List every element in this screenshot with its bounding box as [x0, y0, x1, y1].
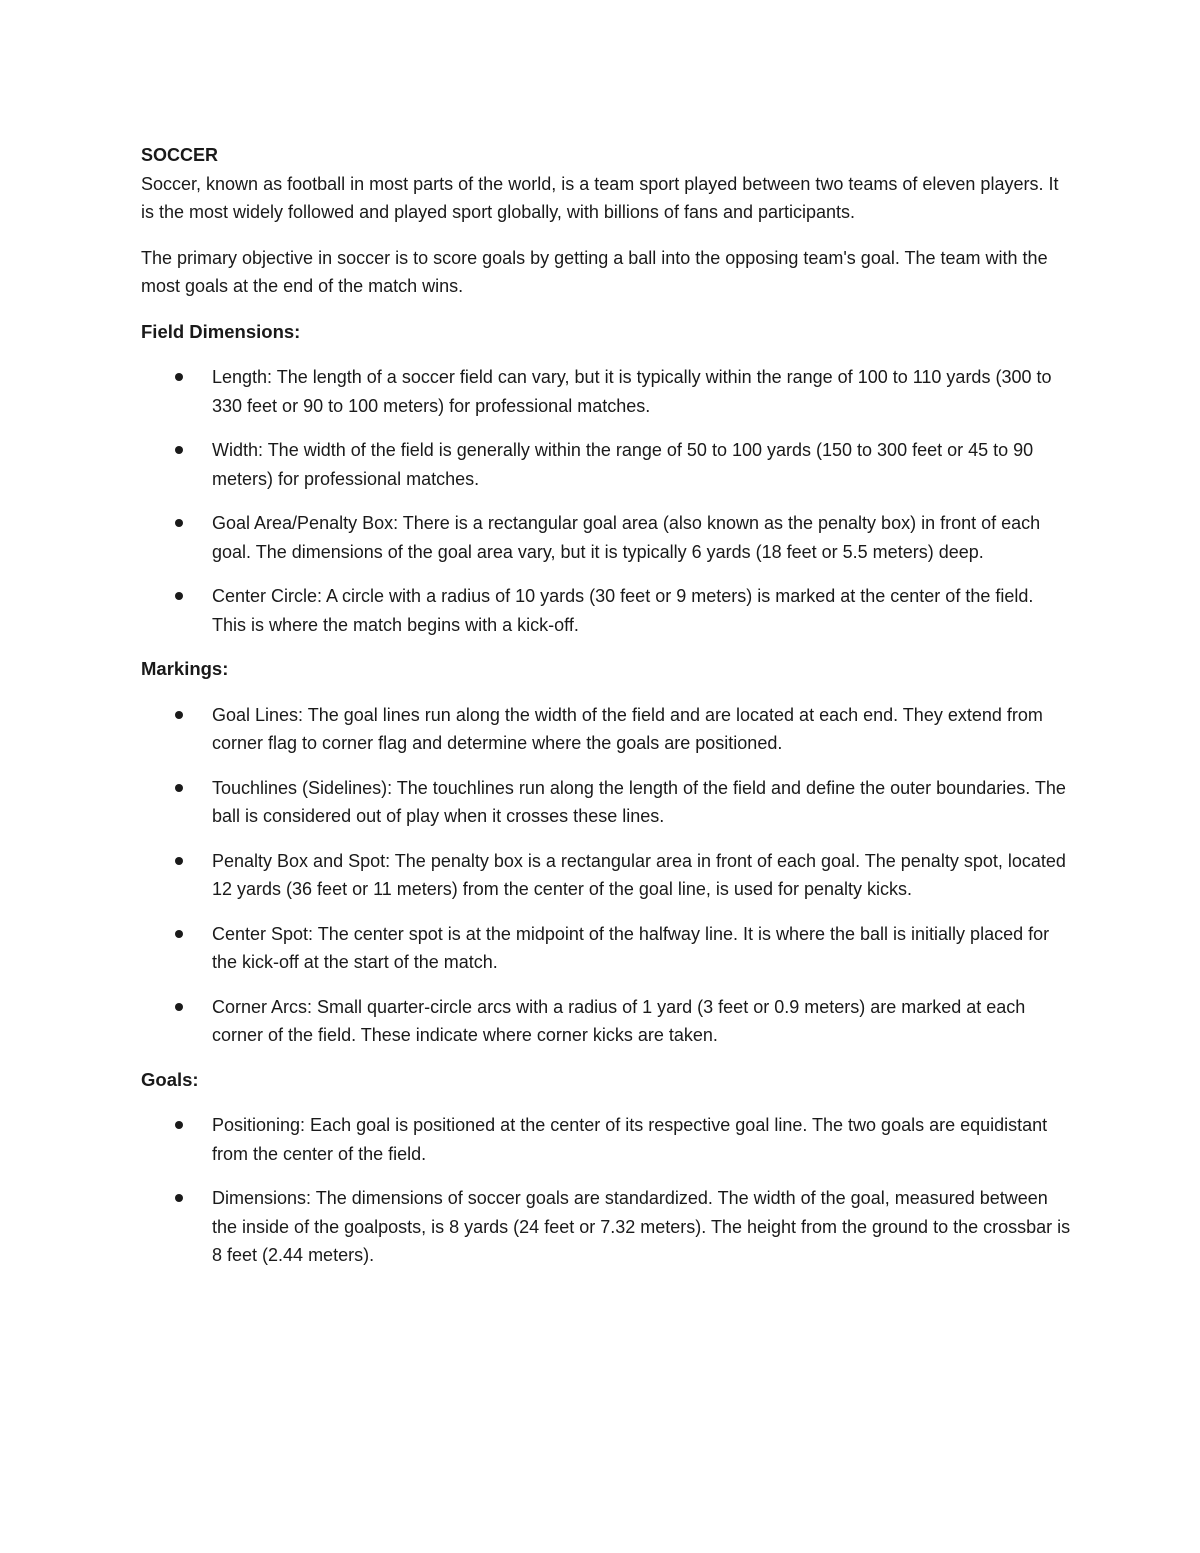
- bullet-icon: [175, 519, 183, 527]
- objective-paragraph: The primary objective in soccer is to score goals by getting a ball into the opposing team's goal. The team with the most goals at the end of the match wins.: [141, 247, 1048, 296]
- list-item-text: Goal Area/Penalty Box: There is a rectangular goal area (also known as the penalty box) in front of each goal. The dimensions of the goal area vary, but it is typically 6 yards (18 feet or 5.5 meters) deep.: [212, 513, 1041, 562]
- section-heading-goals: Goals:: [141, 1068, 199, 1090]
- list-item: [141, 774, 1071, 831]
- section-heading-field-dimensions: Field Dimensions:: [141, 320, 301, 342]
- list-item-text: Length: The length of a soccer field can vary, but it is typically within the range of 100 to 110 yards (300 to 330 feet or 90 to 100 meters) for professional matches.: [212, 367, 1052, 416]
- list-item: [141, 1111, 1071, 1168]
- section-heading-markings: Markings:: [141, 658, 229, 679]
- bullet-list-goals: [141, 1111, 1071, 1270]
- list-item: [141, 582, 1071, 639]
- list-item-text: Positioning: Each goal is positioned at the center of its respective goal line. The two goals are equidistant from the center of the field.: [212, 1115, 1048, 1164]
- bullet-icon: [175, 1194, 183, 1202]
- bullet-icon: [175, 930, 183, 938]
- intro-paragraph: Soccer, known as football in most parts of the world, is a team sport played between two teams of eleven players. It is the most widely followed and played sport globally, with billions of fans and participants.: [141, 173, 1059, 222]
- list-item: [141, 1184, 1071, 1270]
- list-item: [141, 847, 1071, 904]
- list-item: [141, 920, 1071, 977]
- list-item-text: Width: The width of the field is generally within the range of 50 to 100 yards (150 to 300 feet or 45 to 90 meters) for professional matches.: [212, 440, 1034, 489]
- document-page: [141, 141, 1071, 1286]
- bullet-list-field-dimensions: [141, 363, 1071, 639]
- bullet-icon: [175, 1121, 183, 1129]
- list-item-text: Penalty Box and Spot: The penalty box is a rectangular area in front of each goal. The penalty spot, located 12 yards (36 feet or 11 meters) from the center of the goal line, is used for penalty kicks.: [212, 850, 1066, 899]
- list-item-text: Goal Lines: The goal lines run along the width of the field and are located at each end. They extend from corner flag to corner flag and determine where the goals are positioned.: [212, 704, 1043, 753]
- bullet-icon: [175, 592, 183, 600]
- bullet-icon: [175, 1003, 183, 1011]
- list-item: [141, 436, 1071, 493]
- list-item-text: Center Spot: The center spot is at the midpoint of the halfway line. It is where the ball is initially placed for the kick-off at the start of the match.: [212, 923, 1050, 972]
- list-item-text: Touchlines (Sidelines): The touchlines run along the length of the field and define the outer boundaries. The ball is considered out of play when it crosses these lines.: [212, 777, 1066, 826]
- list-item-text: Center Circle: A circle with a radius of 10 yards (30 feet or 9 meters) is marked at the center of the field. This is where the match begins with a kick-off.: [212, 586, 1034, 635]
- bullet-icon: [175, 857, 183, 865]
- bullet-icon: [175, 373, 183, 381]
- bullet-icon: [175, 446, 183, 454]
- bullet-icon: [175, 711, 183, 719]
- list-item: [141, 701, 1071, 758]
- list-item: [141, 509, 1071, 566]
- document-title: SOCCER: [141, 145, 219, 165]
- bullet-icon: [175, 784, 183, 792]
- list-item: [141, 993, 1071, 1050]
- list-item-text: Corner Arcs: Small quarter-circle arcs with a radius of 1 yard (3 feet or 0.9 meters) are marked at each corner of the field. These indicate where corner kicks are taken.: [212, 996, 1026, 1045]
- list-item: [141, 363, 1071, 420]
- bullet-list-markings: [141, 701, 1071, 1050]
- list-item-text: Dimensions: The dimensions of soccer goals are standardized. The width of the goal, measured between the inside of the goalposts, is 8 yards (24 feet or 7.32 meters). The height from the ground to the crossbar is 8 feet (2.44 meters).: [212, 1188, 1071, 1265]
